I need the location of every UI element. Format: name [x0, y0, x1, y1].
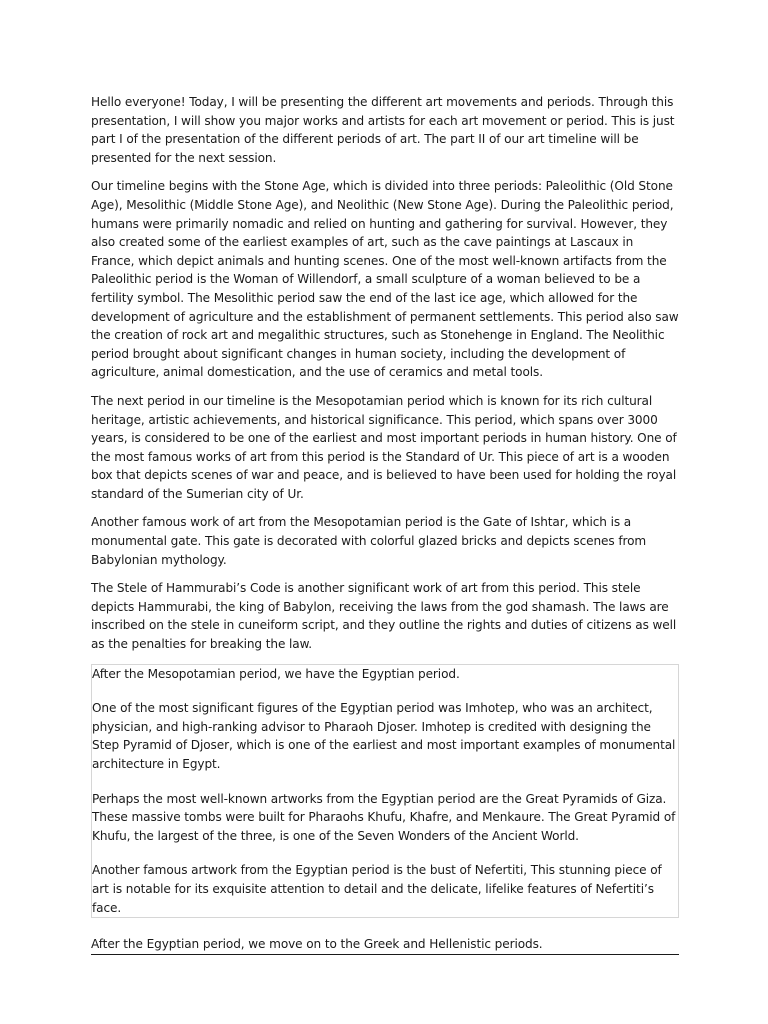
blank-line [92, 774, 678, 790]
egypt-paragraph-nefertiti: Another famous artwork from the Egyptian period is the bust of Nefertiti, This stunning piece of art is notable for its exquisite attention to detail and the delicate, lifelike features of Nefertiti’s face. [92, 863, 662, 915]
egypt-intro-line: After the Mesopotamian period, we have the Egyptian period. [92, 666, 460, 681]
document-page [91, 93, 679, 955]
paragraph-hammurabi: The Stele of Hammurabi’s Code is another significant work of art from this period. This stele depicts Hammurabi, the king of Babylon, receiving the laws from the god shamash. The laws are inscribed on the stele in cuneiform script, and they outline the rights and duties of citizens as well as the penalties for breaking the law. [91, 581, 677, 652]
paragraph-stone-age: Our timeline begins with the Stone Age, which is divided into three periods: Paleolithic (Old Stone Age), Mesolithic (Middle Stone Age), and Neolithic (New Stone Age). During the Paleolithic period, humans were primarily nomadic and relied on hunting and gathering for survival. However, they also created some of the earliest examples of art, such as the cave paintings at Lascaux in France, which depict animals and hunting scenes. One of the most well-known artifacts from the Paleolithic period is the Woman of Willendorf, a small sculpture of a woman believed to be a fertility symbol. The Mesolithic period saw the end of the last ice age, which allowed for the development of agriculture and the establishment of permanent settlements. This period also saw the creation of rock art and megalithic structures, such as Stonehenge in England. The Neolithic period brought about significant changes in human society, including the development of agriculture, animal domestication, and the use of ceramics and metal tools. [91, 179, 679, 380]
egyptian-section-box [91, 664, 679, 919]
paragraph-gate-of-ishtar: Another famous work of art from the Mesopotamian period is the Gate of Ishtar, which is a monumental gate. This gate is decorated with colorful glazed bricks and depicts scenes from Babylonian mythology. [91, 515, 647, 567]
paragraph-intro: Hello everyone! Today, I will be presenting the different art movements and periods. Through this presentation, I will show you major works and artists for each art movement or period. This is just part I of the presentation of the different periods of art. The part II of our art timeline will be presented for the next session. [91, 95, 675, 165]
blank-line [92, 845, 678, 861]
blank-line [92, 683, 678, 699]
closing-line: After the Egyptian period, we move on to the Greek and Hellenistic periods. [91, 935, 679, 955]
egypt-paragraph-imhotep: One of the most significant figures of the Egyptian period was Imhotep, who was an architect, physician, and high-ranking advisor to Pharaoh Djoser. Imhotep is credited with designing the Step Pyramid of Djoser, which is one of the earliest and most important examples of monumental architecture in Egypt. [92, 701, 676, 771]
egypt-paragraph-pyramids: Perhaps the most well-known artworks from the Egyptian period are the Great Pyramids of Giza. These massive tombs were built for Pharaohs Khufu, Khafre, and Menkaure. The Great Pyramid of Khufu, the largest of the three, is one of the Seven Wonders of the Ancient World. [92, 791, 676, 843]
paragraph-mesopotamian: The next period in our timeline is the Mesopotamian period which is known for its rich cultural heritage, artistic achievements, and historical significance. This period, which spans over 3000 years, is considered to be one of the earliest and most important periods in human history. One of the most famous works of art from this period is the Standard of Ur. This piece of art is a wooden box that depicts scenes of war and peace, and is believed to have been used for holding the royal standard of the Sumerian city of Ur. [91, 393, 677, 501]
